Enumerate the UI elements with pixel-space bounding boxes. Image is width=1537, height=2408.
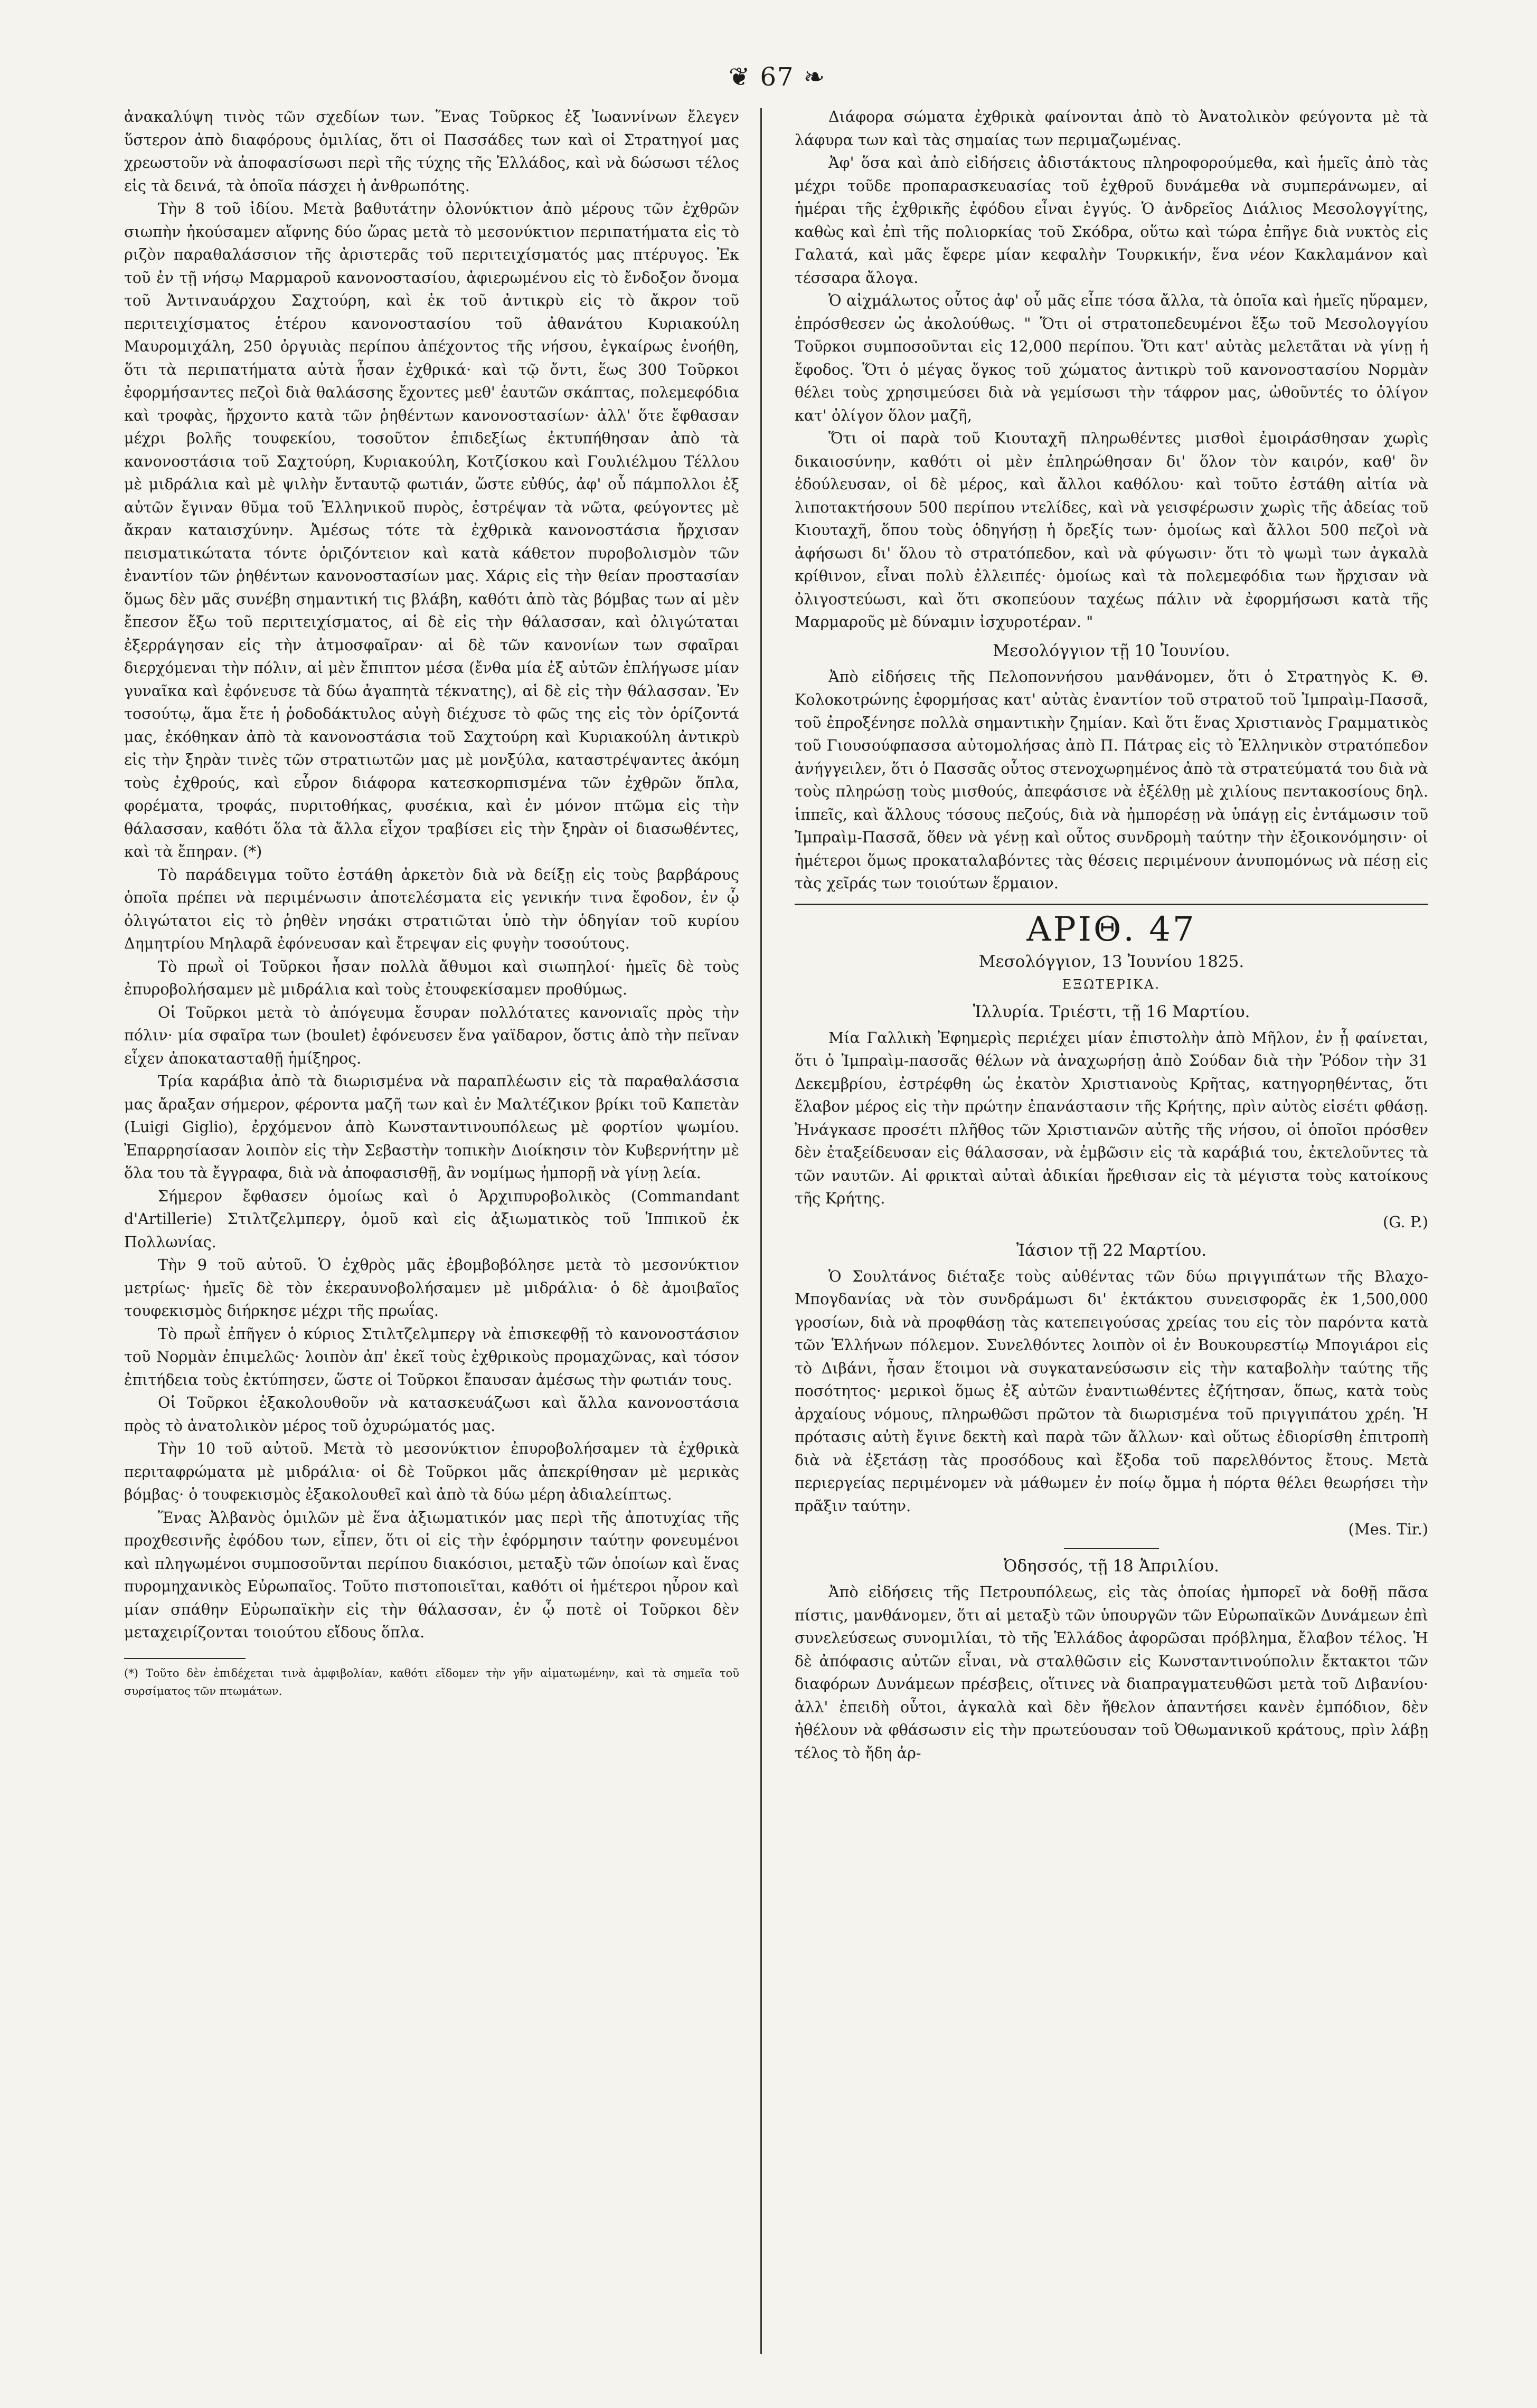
footnote: (*) Τοῦτο δὲν ἐπιδέχεται τινὰ ἀμφιβολίαν, καθότι εἴδομεν τὴν γῆν αἱματωμένην, καὶ τὰ σημεῖα τοῦ συρσίματος τῶν πτωμάτων. xyxy=(124,1666,739,1698)
paragraph: Τὴν 9 τοῦ αὐτοῦ. Ὁ ἐχθρὸς μᾶς ἐβομβοβόλησε μετὰ τὸ μεσονύκτιον μετρίως· ἡμεῖς δὲ τὸν ἐκεραυνοβολήσαμεν μὲ μιδράλια· ὁ δὲ ἀμοιβαῖος τουφεκισμὸς διήρκησε μέχρι τῆς πρωΐας. xyxy=(124,1256,739,1320)
paragraph: Ἀφ' ὅσα καὶ ἀπὸ εἰδήσεις ἀδιστάκτους πληροφορούμεθα, καὶ ἡμεῖς ἀπὸ τὰς μέχρι τοῦδε προπαρασκευασίας τοῦ ἐχθροῦ δυνάμεθα νὰ συμπεράνωμεν, αἱ ἡμέραι τῆς ἐχθρικῆς ἐφόδου εἶναι ἐγγύς. Ὁ ἀνδρεῖος Διάλιος Μεσολογγίτης, καθὼς καὶ ἐπὶ τῆς πολιορκίας τοῦ Σκόδρα, οὕτω καὶ τώρα ἐπῆγε διὰ νυκτὸς εἰς Γαλατά, καὶ μᾶς ἔφερε μίαν κεφαλὴν Τουρκικήν, ἕνα νέον Κακλαμάνον καὶ τέσσαρα ἄλογα. xyxy=(795,154,1428,287)
paragraph: Ὁ αἰχμάλωτος οὗτος ἀφ' οὗ μᾶς εἶπε τόσα ἄλλα, τὰ ὁποῖα καὶ ἡμεῖς ηὕραμεν, ἐπρόσθεσεν ὡς ἀκολούθως. " Ὅτι οἱ στρατοπεδευμένοι ἔξω τοῦ Μεσολογγίου Τοῦρκοι συμποσοῦνται εἰς 12,000 περίπου. Ὅτι κατ' αὐτὰς μελετᾶται νὰ γίνῃ ἡ ἔφοδος. Ὅτι ὁ μέγας ὄγκος τοῦ χώματος ἀντικρὺ τοῦ κανονοστασίου Νορμὰν θέλει τοὺς χρησιμεύσει διὰ νὰ γεμίσωσι τὴν τάφρον μας, ὠθοῦντές το ὀλίγον κατ' ὀλίγον ὅλον μαζῆ, xyxy=(795,291,1428,424)
page-number: ❦ 67 ❧ xyxy=(729,62,826,92)
paragraph: Ἀπὸ εἰδήσεις τῆς Πετρουπόλεως, εἰς τὰς ὁποίας ἠμπορεῖ νὰ δοθῇ πᾶσα πίστις, μανθάνομεν, ὅτι αἱ μεταξὺ τῶν ὑπουργῶν τῶν Εὐρωπαϊκῶν Δυνάμεων ἐπὶ συνελεύσεως συνομιλίαι, τὸ τῆς Ἑλλάδος ἀφορῶσαι πρόβλημα, ἔλαβον τέλος. Ἡ δὲ ἀπόφασις αὐτῶν εἶναι, νὰ σταλθῶσιν εἰς Κωνσταντινούπολιν ἔκτακτοι τῶν διαφόρων Δυνάμεων πρέσβεις, οἵτινες νὰ διαπραγματευθῶσι μετὰ τοῦ Διβανίου· ἀλλ' ἐπειδὴ οὗτοι, ἀγκαλὰ καὶ δὲν ἤθελον ἀπαντήσει κανὲν ἐμπόδιον, δὲν ἠθέλουν νὰ φθάσωσιν εἰς τὴν πρωτεύουσαν τοῦ Ὀθωμανικοῦ κράτους, πρὶν λάβῃ τέλος τὸ ἤδη ἀρ- xyxy=(795,1583,1428,1762)
paragraph: Ὁ Σουλτάνος διέταξε τοὺς αὐθέντας τῶν δύω πριγγιπάτων τῆς Βλαχο-Μπογδανίας νὰ τὸν συνδράμωσι δι' ἐκτάκτου συνεισφορᾶς ἐκ 1,500,000 γροσίων, διὰ νὰ προφθάσῃ τὰς κατεπειγούσας χρείας του εἰς τὸν παρόντα κατὰ τῶν Ἑλλήνων πόλεμον. Συνελθόντες λοιπὸν οἱ ἐν Βουκουρεστίῳ Μπογιάροι εἰς τὸ Διβάνι, ἦσαν ἕτοιμοι νὰ συγκατανεύσωσιν εἰς τὴν καταβολὴν ταύτης τῆς ποσότητος· μερικοὶ ὅμως ἐξ αὐτῶν ἐναντιωθέντες ἐζήτησαν, ὅπως, κατὰ τοὺς ἀρχαίους νόμους, πληρωθῶσι πρῶτον τὰ διωρισμένα τοῦ πριγγιπάτου χρέη. Ἡ πρότασις αὐτὴ ἔγινε δεκτὴ καὶ παρὰ τῶν ἄλλων· καὶ οὕτως ἐδιορίσθη ἐπιτροπὴ διὰ νὰ ἐξετάσῃ τὰς προσόδους καὶ ἔξοδα τοῦ παρελθόντος ἔτους. Μετὰ περιεργείας περιμένομεν νὰ μάθωμεν ἐν ποίῳ ὄμμα ἡ πόρτα θέλει θεωρήσει τὴν πρᾶξιν ταύτην. xyxy=(795,1267,1428,1515)
issue-place-date: Μεσολόγγιον, 13 Ἰουνίου 1825. xyxy=(978,952,1244,971)
paragraph: Τὴν 10 τοῦ αὐτοῦ. Μετὰ τὸ μεσονύκτιον ἐπυροβολήσαμεν τὰ ἐχθρικὰ περιταφρώματα μὲ μιδράλια· οἱ δὲ Τοῦρκοι μᾶς ἀπεκρίθησαν μὲ μερικὰς βόμβας· ὁ τουφεκισμὸς ἐξακολουθεῖ καὶ ἀπὸ τὰ δύω μέρη ἀδιαλείπτως. xyxy=(124,1439,739,1503)
paragraph: Τὸ πρωῒ οἱ Τοῦρκοι ἦσαν πολλὰ ἄθυμοι καὶ σιωπηλοί· ἡμεῖς δὲ τοὺς ἐπυροβολήσαμεν μὲ μιδράλια καὶ τοὺς ἐτουφεκίσαμεν προθύμως. xyxy=(124,957,739,998)
dateline: Ἰάσιον τῇ 22 Μαρτίου. xyxy=(1016,1240,1207,1260)
paragraph: ἀνακαλύψη τινὸς τῶν σχεδίων των. Ἕνας Τοῦρκος ἐξ Ἰωαννίνων ἔλεγεν ὕστερον ἀπὸ διαφόρους ὁμιλίας, ὅτι οἱ Πασσάδες των καὶ οἱ Στρατηγοί μας χρεωστοῦν νὰ ἀποφασίσωσι περὶ τῆς τύχης τῆς Ἑλλάδος, καὶ νὰ δώσωσι τέλος εἰς τὰ δεινά, τὰ ὁποῖα πάσχει ἡ ἀνθρωπότης. xyxy=(124,108,739,195)
issue-number: ΑΡΙΘ. 47 xyxy=(1026,909,1196,949)
paragraph: Τὸ παράδειγμα τοῦτο ἐστάθη ἀρκετὸν διὰ νὰ δείξῃ εἰς τοὺς βαρβάρους ὁποῖα πρέπει νὰ περιμένωσιν ἀποτελέσματα εἰς γενικήν τινα ἔφοδον, ἐν ᾧ ὀλιγώτατοι εἰς τὸ ῥηθὲν νησάκι στρατιῶται ὑπὸ τὴν ὁδηγίαν τοῦ κυρίου Δημητρίου Μηλαρᾶ ἐφόνευσαν καὶ ἔτρεψαν εἰς φυγὴν τοσούτους. xyxy=(124,865,739,952)
paragraph: Οἱ Τοῦρκοι ἐξακολουθοῦν νὰ κατασκευάζωσι καὶ ἄλλα κανονοστάσια πρὸς τὸ ἀνατολικὸν μέρος τοῦ ὀχυρώματός μας. xyxy=(124,1393,739,1435)
section-heading: ΕΞΩΤΕΡΙΚΑ. xyxy=(1062,977,1161,992)
paragraph: Ἕνας Ἀλβανὸς ὁμιλῶν μὲ ἕνα ἀξιωματικόν μας περὶ τῆς ἀποτυχίας τῆς προχθεσινῆς ἐφόδου των, εἶπεν, ὅτι οἱ εἰς τὴν ἐφόρμησιν ταύτην φονευμένοι καὶ πληγωμένοι συμποσοῦνται περίπου διακόσιοι, μεταξὺ τῶν ὁποίων καὶ ἕνας πυρομηχανικὸς Εὐρωπαῖος. Τοῦτο πιστοποιεῖται, καθότι οἱ ἡμέτεροι ηὗρον καὶ μίαν σπάθην Εὐρωπαϊκὴν εἰς τὴν θάλασσαν, ἐν ᾧ ποτὲ οἱ Τοῦρκοι δὲν μεταχειρίζονται τοιούτου εἴδους ὅπλα. xyxy=(124,1508,739,1641)
source-signature: (Mes. Tir.) xyxy=(1348,1520,1428,1538)
paragraph: Ἀπὸ εἰδήσεις τῆς Πελοποννήσου μανθάνομεν, ὅτι ὁ Στρατηγὸς Κ. Θ. Κολοκοτρώνης ἐφορμήσας κατ' αὐτὰς ἐναντίον τοῦ στρατοῦ τοῦ Ἰμπραὶμ-Πασσᾶ, τοῦ ἐπροξένησε πολλὰ σημαντικὴν ζημίαν. Καὶ ὅτι ἕνας Χριστιανὸς Γραμματικὸς τοῦ Γιουσούφπασσα αὐτομολήσας ἀπὸ Π. Πάτρας εἰς τὸ Ἑλληνικὸν στρατόπεδον ἀνήγγειλεν, ὅτι ὁ Πασσᾶς οὗτος στενοχωρημένος ἀπὸ τὰ στρατεύματά του διὰ νὰ τοὺς πληρώσῃ τοὺς μισθούς, ἀπεφάσισε νὰ ἐξέλθῃ μὲ χιλίους πεντακοσίους δηλ. ἱππεῖς, καὶ ἄλλους τόσους πεζούς, διὰ νὰ ἠμπορέσῃ νὰ ὑπάγῃ εἰς ἐντάμωσιν τοῦ Ἰμπραὶμ-Πασσᾶ, ὅθεν νὰ γένῃ καὶ οὗτος συνδρομὴ ταύτην τὴν ἐξοικονόμησιν· οἱ ἡμέτεροι ὅμως προκαταλαβόντες τὰς θέσεις περιμένουν ἀνυπομόνως νὰ πέσῃ εἰς τὰς χεῖράς των τοιούτων ἕρμαιον. xyxy=(795,667,1428,892)
section-divider xyxy=(795,904,1428,905)
paragraph: Τρία καράβια ἀπὸ τὰ διωρισμένα νὰ παραπλέωσιν εἰς τὰ παραθαλάσσια μας ἄραξαν σήμερον, φέροντα μαζῆ των καὶ ἐν Μαλτέζικον βρίκι τοῦ Καπετὰν (Luigi Giglio), ἐρχόμενον ἀπὸ Κωνσταντινουπόλεως μὲ φορτίον ψωμίου. Ἐπαρρησίασαν λοιπὸν εἰς τὴν Σεβαστὴν τοπικὴν Διοίκησιν τὸν Κυβερνήτην μὲ ὅλα του τὰ ἔγγραφα, διὰ νὰ ἀποφασισθῇ, ἂν νομίμως ἠμπορῇ νὰ γίνῃ λεία. xyxy=(124,1072,739,1182)
dateline: Ἰλλυρία. Τριέστι, τῇ 16 Μαρτίου. xyxy=(973,1002,1250,1021)
dateline: Ὀδησσός, τῇ 18 Ἀπριλίου. xyxy=(1004,1557,1219,1576)
page-number-value: 67 xyxy=(760,62,795,92)
paragraph: Μία Γαλλικὴ Ἐφημερὶς περιέχει μίαν ἐπιστολὴν ἀπὸ Μῆλον, ἐν ᾗ φαίνεται, ὅτι ὁ Ἰμπραὶμ-πασσᾶς θέλων νὰ ἀναχωρήσῃ ἀπὸ Σούδαν διὰ τὴν Ῥόδον τὴν 31 Δεκεμβρίου, ἐστρέφθη ὡς ἑκατὸν Χριστιανοὺς Κρῆτας, κατηγορηθέντας, ὅτι ἔλαβον μέρος εἰς τὴν πρώτην ἐπανάστασιν τῆς Κρήτης, πρὶν αὐτὸς εἰσέτι φθάσῃ. Ἠνάγκασε προσέτι πλῆθος τῶν Χριστιανῶν αὐτῆς τῆς νήσου, οἱ ὁποῖοι πρόσθεν δὲν ἐταξείδευσαν εἰς θάλασσαν, νὰ ἐμβῶσιν εἰς τὰ καράβιά του, ἐκτελοῦντες τὰ τῶν ναυτῶν. Αἱ φρικταὶ αὐταὶ ἀδικίαι ἤρεθισαν εἰς τὰ μέγιστα τοὺς κατοίκους τῆς Κρήτης. xyxy=(795,1028,1428,1207)
paragraph: Ὅτι οἱ παρὰ τοῦ Κιουταχῆ πληρωθέντες μισθοὶ ἐμοιράσθησαν χωρὶς δικαιοσύνην, καθότι οἱ μὲν ἐπληρώθησαν δι' ὅλον τὸν καιρόν, καθ' ὃν ἐδούλευσαν, οἱ δὲ μέρος, καὶ ἄλλοι καθόλου· καὶ τοῦτο ἐστάθη αἰτία νὰ λιποτακτήσουν 500 περίπου ντελίδες, καὶ νὰ γεισφέρωσιν χωρὶς τῆς ἀδείας τοῦ Κιουταχῆ, ὅπου τοὺς ὁδηγήσῃ ἡ ὄρεξίς των· ὁμοίως καὶ ἄλλοι 500 πεζοὶ νὰ ἀφήσωσι δι' ὅλου τὸ στρατόπεδον, καὶ νὰ φύγωσιν· ὅτι τὸ ψωμὶ των ἀγκαλὰ κρίθινον, εἶναι πολὺ ἐλλειπές· ὁμοίως καὶ τὰ πολεμεφόδια των ἤρχισαν νὰ ὀλιγοστεύωσι, καὶ ὅτι σκοπεύουν ταχέως πάλιν νὰ ἐφορμήσωσι κατὰ τῆς Μαρμαροῦς μὲ δύναμιν ἰσχυροτέραν. " xyxy=(795,429,1428,631)
paragraph: Σήμερον ἔφθασεν ὁμοίως καὶ ὁ Ἀρχιπυροβολικὸς (Commandant d'Artillerie) Στιλτζελμπεργ, ὁμοῦ καὶ εἰς ἀξιωματικὸς τοῦ Ἱππικοῦ ἐκ Πολλωνίας. xyxy=(124,1187,739,1251)
dateline: Μεσολόγγιον τῇ 10 Ἰουνίου. xyxy=(993,641,1230,660)
paragraph: Οἱ Τοῦρκοι μετὰ τὸ ἀπόγευμα ἔσυραν πολλότατες κανονιαῖς πρὸς τὴν πόλιν· μία σφαῖρα των (boulet) ἐφόνευσεν ἕνα γαϊδαρον, ὅστις ἀπὸ τὴν πεῖναν εἶχεν ἀποκατασταθῇ ἡμίξηρος. xyxy=(124,1003,739,1067)
column-divider xyxy=(760,108,762,2354)
source-signature: (G. P.) xyxy=(1382,1212,1428,1231)
footnote-rule xyxy=(124,1658,246,1659)
paragraph: Τὸ πρωῒ ἐπῆγεν ὁ κύριος Στιλτζελμπεργ νὰ ἐπισκεφθῇ τὸ κανονοστάσιον τοῦ Νορμὰν ἐπιμελῶς· λοιπὸν ἀπ' ἐκεῖ τοὺς ἐχθρικοὺς προμαχῶνας, καὶ τόσον ἐπιτήδεια τοὺς ἐκτύπησεν, ὥστε οἱ Τοῦρκοι ἔπαυσαν ἀμέσως τὴν φωτιάν τους. xyxy=(124,1324,739,1389)
paragraph: Διάφορα σώματα ἐχθρικὰ φαίνονται ἀπὸ τὸ Ἀνατολικὸν φεύγοντα μὲ τὰ λάφυρα των καὶ τὰς σημαίας των περιμαζωμένας. xyxy=(795,108,1428,149)
right-column xyxy=(795,106,1428,1765)
short-divider xyxy=(1064,1548,1159,1549)
paragraph: Τὴν 8 τοῦ ἰδίου. Μετὰ βαθυτάτην ὀλονύκτιον ἀπὸ μέρους τῶν ἐχθρῶν σιωπὴν ἠκούσαμεν αἴφνης δύο ὥρας μετὰ τὸ μεσονύκτιον περιπατήματα εἰς τὸ ριζὸν παραθαλάσσιον τῆς ἀριστερᾶς τοῦ περιτειχίσματός μας πτέρυγος. Ἐκ τοῦ ἐν τῇ νήσῳ Μαρμαροῦ κανονοστασίου, ἀφιερωμένου εἰς τὸ ἔνδοξον ὄνομα τοῦ Ἀντιναυάρχου Σαχτούρη, καὶ ἐκ τοῦ ἀντικρὺ εἰς τὸ ἄκρον τοῦ περιτειχίσματος ἑτέρου κανονοστασίου τοῦ ἀθανάτου Κυριακούλη Μαυρομιχάλη, 250 ὀργυιὰς περίπου ἀπέχοντος τῆς νήσου, ἐγκαίρως ἐνοήθη, ὅτι τὰ περιπατήματα αὐτὰ ἦσαν ἐχθρικά· καὶ τῷ ὄντι, ἕως 300 Τοῦρκοι ἐφορμήσαντες πεζοὶ διὰ θαλάσσης ἔχοντες μεθ' ἑαυτῶν σκάπτας, πολεμεφόδια καὶ τροφὰς, ἤρχοντο κατὰ τῶν ῥηθέντων κανονοστασίων· ἀλλ' ὅτε ἔφθασαν μέχρι βολῆς τουφεκίου, τοσοῦτον ἐπιδεξίως ἐκτυπήθησαν ἀπὸ τὰ κανονοστάσια τοῦ Σαχτούρη, Κυριακούλη, Κοτζίσκου καὶ Γουλιέλμου Τέλλου μὲ μιδράλια καὶ μὲ ψιλὴν ἔνταυτῷ φωτιάν, ὥστε εὐθύς, ἀφ' οὗ πάμπολλοι ἐξ αὐτῶν ἔγιναν θῦμα τοῦ Ἑλληνικοῦ πυρὸς, ἐστρέψαν τὰ νῶτα, φεύγοντες μὲ ἄκραν καταισχύνην. Ἀμέσως τότε τὰ ἐχθρικὰ κανονοστάσια ἤρχισαν πεισματικώτατα τόντε ὁριζόντειον καὶ κατὰ κάθετον πυροβολισμὸν τῶν ἐναντίον τῶν ῥηθέντων κανονοστασίων μας. Χάρις εἰς τὴν θείαν προστασίαν ὅμως δὲν μᾶς συνέβη σημαντική τις βλάβη, καθότι ἀπὸ τὰς βόμβας των αἱ μὲν ἔπεσον ἔξω τοῦ περιτειχίσματος, αἱ δὲ εἰς τὴν θάλασσαν, καὶ ὀλιγώταται ἐξερράγησαν εἰς τὴν ἀτμοσφαῖραν· αἱ δὲ τῶν κανονίων των σφαῖραι διερχόμεναι τὴν πόλιν, αἱ μὲν ἔπιπτον μέσα (ἔνθα μία ἐξ αὐτῶν ἐπλήγωσε μίαν γυναῖκα καὶ ἐφόνευσε τὰ δύω ἀγαπητὰ τέκνατης), αἱ δὲ εἰς τὴν θάλασσαν. Ἐν τοσούτῳ, ἅμα ἔτε ἡ ῥοδοδάκτυλος αὐγὴ διέχυσε τὸ φῶς της εἰς τὸν ὁρίζοντά μας, ἐκόθηκαν ἀπὸ τὰ κανονοστάσια τοῦ Σαχτούρη καὶ Κυριακούλη ἀντικρὺ εἰς τὴν ξηρὰν τινὲς τῶν στρατιωτῶν μας μὲ μονξύλα, καταστρέψαντες ἀκόμη τοὺς ἐχθρούς, καὶ εὗρον διάφορα κατεσκορπισμένα τῶν ἐχθρῶν ὅπλα, φορέματα, τροφάς, πυριτοθήκας, φυσέκια, καὶ ἐν μόνον πτῶμα εἰς τὴν θάλασσαν, καθότι ὅλα τὰ ἄλλα εἶχον τραβίσει εἰς τὴν ξηρὰν οἱ διασωθέντες, καὶ τὰ ἔπηραν. (*) xyxy=(124,200,739,860)
left-column xyxy=(124,106,739,1700)
